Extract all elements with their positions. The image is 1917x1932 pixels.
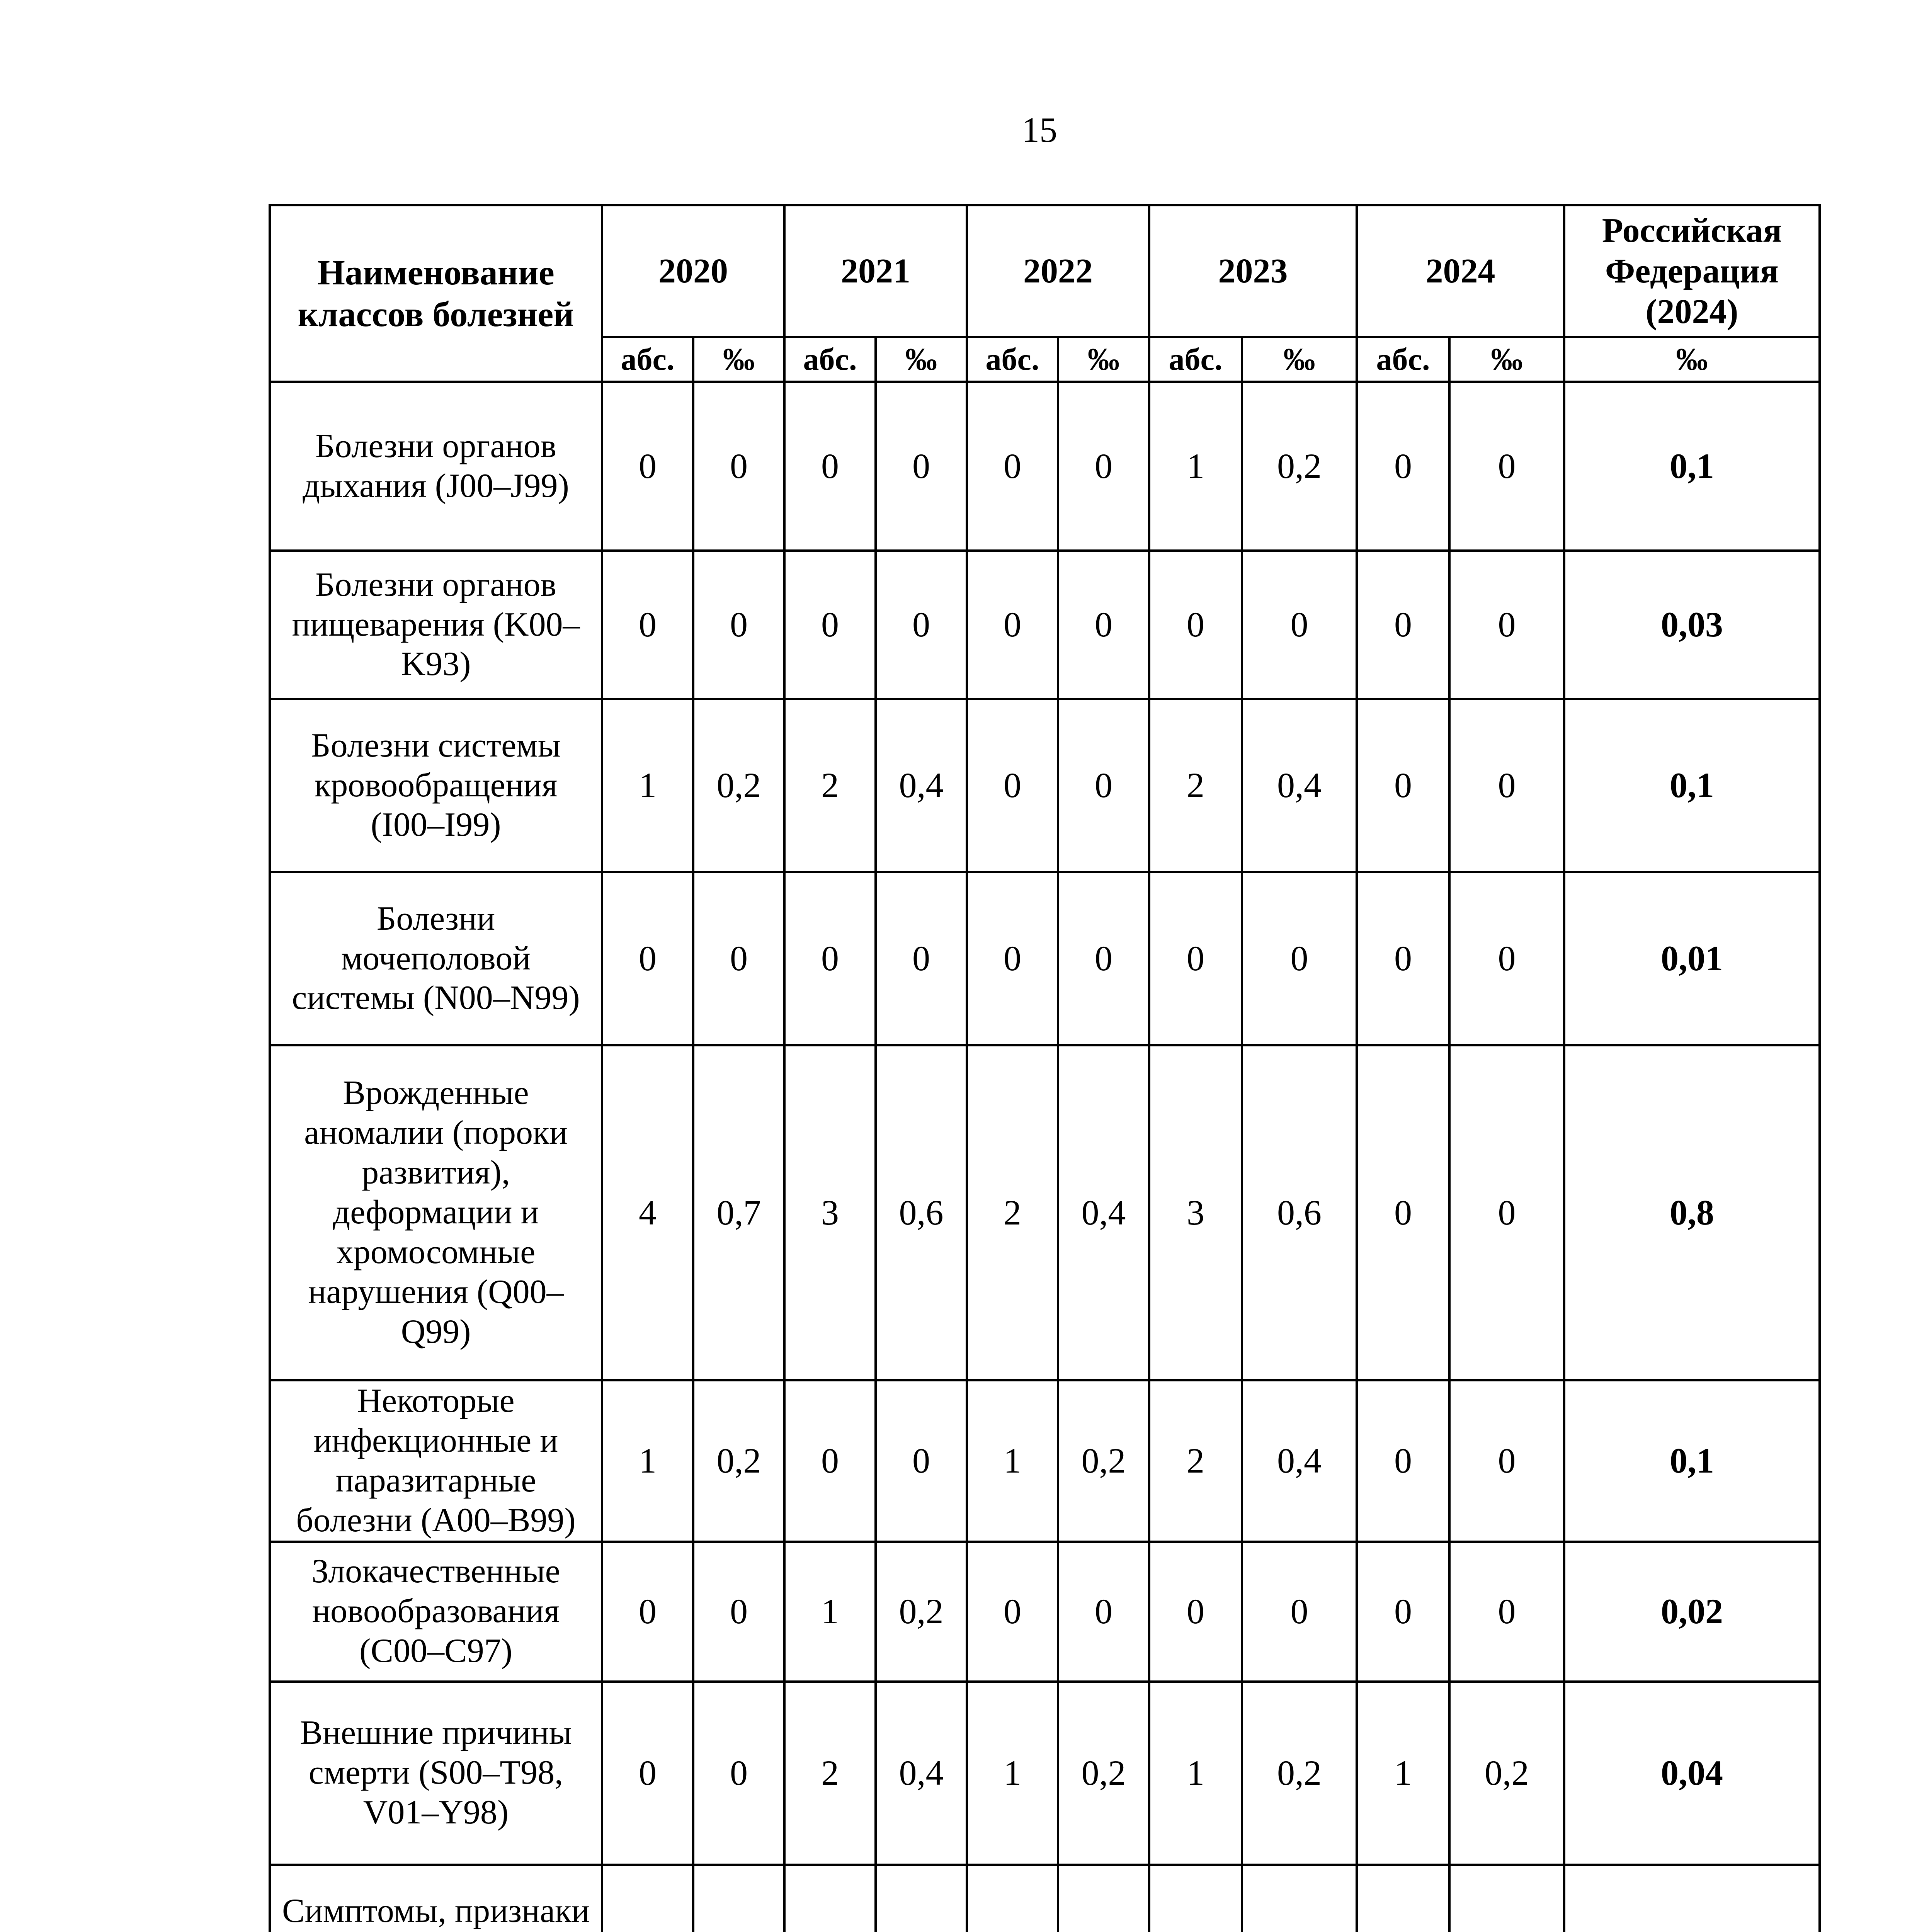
value-2021-permille: 0,6	[876, 1045, 967, 1380]
value-2020-abs: 4	[602, 1045, 693, 1380]
mortality-table	[269, 204, 1821, 1932]
value-2024-permille: 0,2	[1449, 1682, 1564, 1865]
value-2024-abs: 0	[1357, 551, 1449, 699]
value-rf-2024: 0,03	[1564, 551, 1820, 699]
value-rf-2024: 0,1	[1564, 382, 1820, 551]
header-russian-federation: Российская Федерация (2024)	[1564, 205, 1820, 337]
value-2023-abs	[1149, 1865, 1242, 1932]
value-rf-2024: 0,01	[1564, 872, 1820, 1045]
value-2022-abs	[967, 1865, 1058, 1932]
value-2020-permille: 0	[693, 382, 784, 551]
value-2024-abs: 0	[1357, 699, 1449, 872]
value-2020-abs: 0	[602, 1682, 693, 1865]
value-2023-abs: 1	[1149, 1682, 1242, 1865]
value-2021-permille: 0,4	[876, 699, 967, 872]
value-2021-permille: 0	[876, 872, 967, 1045]
value-rf-2024	[1564, 1865, 1820, 1932]
table-row	[270, 551, 1820, 699]
table-row	[270, 1865, 1820, 1932]
table-row	[270, 1542, 1820, 1682]
disease-class-name: Злокачественные новообразования (C00–C97)	[270, 1542, 602, 1682]
subheader-abs: абс.	[967, 337, 1058, 382]
value-2023-permille: 0	[1242, 872, 1357, 1045]
value-2021-abs: 0	[784, 1380, 876, 1542]
value-2022-permille: 0	[1058, 872, 1149, 1045]
value-2021-permille: 0,4	[876, 1682, 967, 1865]
disease-class-name: Болезни системы кровообращения (I00–I99)	[270, 699, 602, 872]
value-2021-abs: 0	[784, 551, 876, 699]
value-2022-abs: 1	[967, 1682, 1058, 1865]
value-2022-permille	[1058, 1865, 1149, 1932]
value-2023-abs: 0	[1149, 872, 1242, 1045]
subheader-abs: абс.	[602, 337, 693, 382]
value-2022-permille: 0,2	[1058, 1380, 1149, 1542]
value-2024-abs: 0	[1357, 872, 1449, 1045]
subheader-permille: ‰	[1058, 337, 1149, 382]
disease-class-name: Врожденные аномалии (пороки развития), деформации и хромосомные нарушения (Q00– Q99)	[270, 1045, 602, 1380]
value-2023-abs: 2	[1149, 699, 1242, 872]
value-2022-permille: 0,2	[1058, 1682, 1149, 1865]
value-2024-abs: 0	[1357, 382, 1449, 551]
page-number: 15	[1022, 110, 1057, 150]
value-2024-permille: 0	[1449, 1380, 1564, 1542]
header-year-2023: 2023	[1149, 205, 1357, 337]
value-2022-abs: 0	[967, 872, 1058, 1045]
value-2020-permille: 0	[693, 1542, 784, 1682]
value-2021-permille: 0	[876, 382, 967, 551]
value-2023-abs: 0	[1149, 1542, 1242, 1682]
subheader-abs: абс.	[1149, 337, 1242, 382]
value-2023-permille: 0,2	[1242, 382, 1357, 551]
header-year-2024: 2024	[1357, 205, 1564, 337]
disease-class-name: Болезни органов пищеварения (K00– K93)	[270, 551, 602, 699]
value-2024-permille	[1449, 1865, 1564, 1932]
value-2024-abs	[1357, 1865, 1449, 1932]
value-2024-permille: 0	[1449, 551, 1564, 699]
value-2020-abs: 0	[602, 551, 693, 699]
value-2021-abs: 2	[784, 1682, 876, 1865]
value-2024-abs: 0	[1357, 1045, 1449, 1380]
value-2020-permille: 0	[693, 1682, 784, 1865]
value-2023-permille: 0,4	[1242, 699, 1357, 872]
disease-class-name: Болезни мочеполовой системы (N00–N99)	[270, 872, 602, 1045]
table-row	[270, 699, 1820, 872]
value-2022-abs: 0	[967, 1542, 1058, 1682]
value-2020-abs	[602, 1865, 693, 1932]
value-2021-abs: 1	[784, 1542, 876, 1682]
value-2022-abs: 1	[967, 1380, 1058, 1542]
value-2023-permille: 0	[1242, 551, 1357, 699]
subheader-permille: ‰	[1242, 337, 1357, 382]
value-rf-2024: 0,8	[1564, 1045, 1820, 1380]
table-row	[270, 1380, 1820, 1542]
value-rf-2024: 0,1	[1564, 1380, 1820, 1542]
table-row	[270, 1045, 1820, 1380]
disease-class-name: Симптомы, признаки	[270, 1865, 602, 1932]
value-2024-abs: 0	[1357, 1380, 1449, 1542]
value-2021-permille: 0	[876, 551, 967, 699]
value-2023-permille: 0,4	[1242, 1380, 1357, 1542]
value-2020-abs: 0	[602, 1542, 693, 1682]
value-2023-abs: 0	[1149, 551, 1242, 699]
value-2020-abs: 0	[602, 872, 693, 1045]
subheader-permille: ‰	[876, 337, 967, 382]
value-2021-abs: 0	[784, 872, 876, 1045]
header-year-2021: 2021	[784, 205, 967, 337]
value-2023-abs: 3	[1149, 1045, 1242, 1380]
table-row	[270, 382, 1820, 551]
value-2021-permille: 0	[876, 1380, 967, 1542]
subheader-permille: ‰	[693, 337, 784, 382]
disease-class-name: Болезни органов дыхания (J00–J99)	[270, 382, 602, 551]
value-rf-2024: 0,02	[1564, 1542, 1820, 1682]
table-row	[270, 872, 1820, 1045]
value-2020-permille	[693, 1865, 784, 1932]
table-header-row	[270, 205, 1820, 337]
value-2022-abs: 2	[967, 1045, 1058, 1380]
value-2024-permille: 0	[1449, 872, 1564, 1045]
disease-class-name: Внешние причины смерти (S00–T98, V01–Y98)	[270, 1682, 602, 1865]
value-2022-abs: 0	[967, 382, 1058, 551]
subheader-abs: абс.	[1357, 337, 1449, 382]
value-2023-abs: 1	[1149, 382, 1242, 551]
value-2023-permille: 0,2	[1242, 1682, 1357, 1865]
value-2024-abs: 1	[1357, 1682, 1449, 1865]
value-2023-abs: 2	[1149, 1380, 1242, 1542]
value-2024-abs: 0	[1357, 1542, 1449, 1682]
value-2021-permille: 0,2	[876, 1542, 967, 1682]
value-2021-abs: 3	[784, 1045, 876, 1380]
value-2020-permille: 0	[693, 872, 784, 1045]
value-2024-permille: 0	[1449, 1045, 1564, 1380]
value-2021-permille	[876, 1865, 967, 1932]
subheader-rf-permille: ‰	[1564, 337, 1820, 382]
header-year-2022: 2022	[967, 205, 1149, 337]
value-2024-permille: 0	[1449, 382, 1564, 551]
value-2023-permille: 0	[1242, 1542, 1357, 1682]
value-2021-abs	[784, 1865, 876, 1932]
value-2020-abs: 0	[602, 382, 693, 551]
value-2021-abs: 0	[784, 382, 876, 551]
value-2022-abs: 0	[967, 551, 1058, 699]
value-2022-abs: 0	[967, 699, 1058, 872]
header-year-2020: 2020	[602, 205, 784, 337]
value-2020-abs: 1	[602, 1380, 693, 1542]
value-2020-abs: 1	[602, 699, 693, 872]
value-rf-2024: 0,04	[1564, 1682, 1820, 1865]
table-row	[270, 1682, 1820, 1865]
value-2022-permille: 0,4	[1058, 1045, 1149, 1380]
value-2022-permille: 0	[1058, 1542, 1149, 1682]
value-2022-permille: 0	[1058, 551, 1149, 699]
value-2020-permille: 0,7	[693, 1045, 784, 1380]
value-2020-permille: 0,2	[693, 1380, 784, 1542]
subheader-abs: абс.	[784, 337, 876, 382]
disease-class-name: Некоторые инфекционные и паразитарные болезни (A00–B99)	[270, 1380, 602, 1542]
value-2024-permille: 0	[1449, 699, 1564, 872]
value-2022-permille: 0	[1058, 699, 1149, 872]
value-2021-abs: 2	[784, 699, 876, 872]
header-disease-class: Наименование классов болезней	[270, 205, 602, 382]
value-2023-permille: 0,6	[1242, 1045, 1357, 1380]
value-2020-permille: 0,2	[693, 699, 784, 872]
subheader-permille: ‰	[1449, 337, 1564, 382]
value-2024-permille: 0	[1449, 1542, 1564, 1682]
value-2020-permille: 0	[693, 551, 784, 699]
value-2022-permille: 0	[1058, 382, 1149, 551]
value-2023-permille	[1242, 1865, 1357, 1932]
value-rf-2024: 0,1	[1564, 699, 1820, 872]
